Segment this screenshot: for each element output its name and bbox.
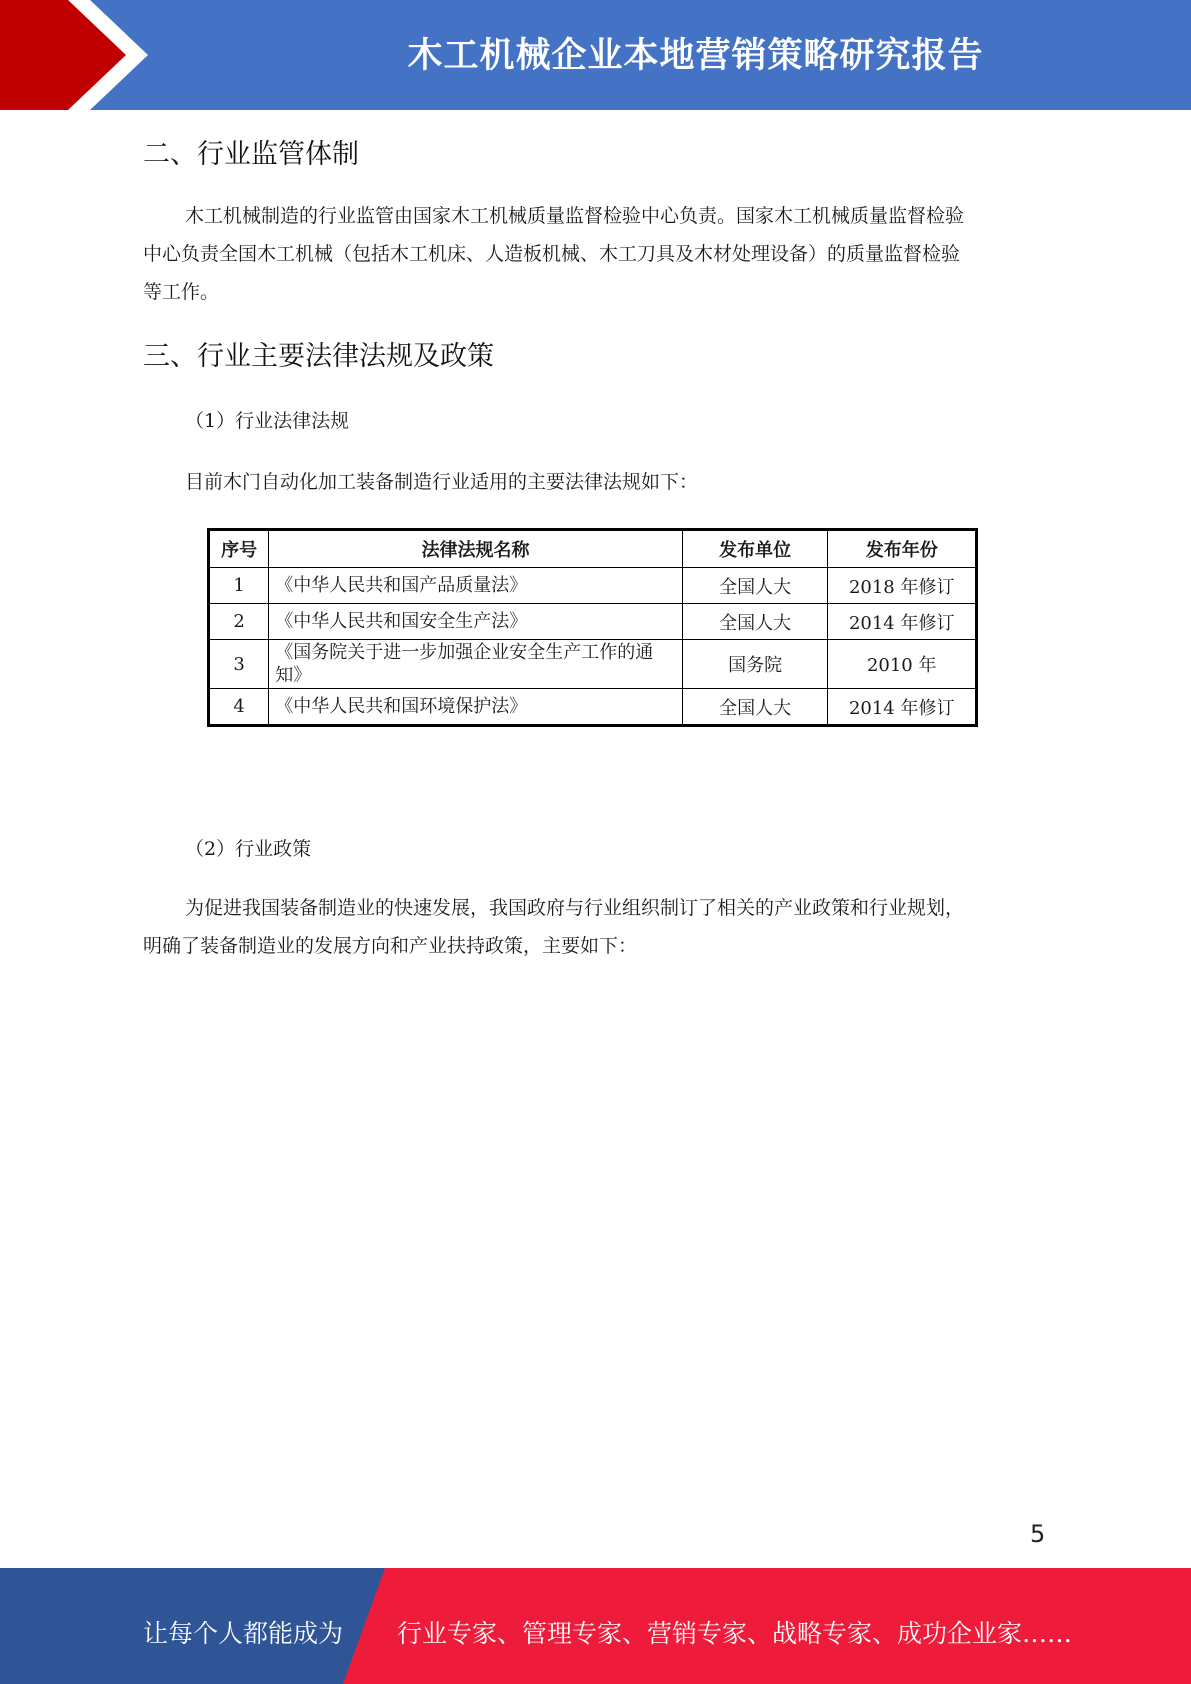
cell-issuer: 全国人大 [682, 568, 828, 604]
table-row [209, 568, 977, 604]
table-row [209, 640, 977, 689]
paragraph-line: 木工机械制造的行业监管由国家木工机械质量监督检验中心负责。国家木工机械质量监督检验 [185, 205, 965, 227]
report-title: 木工机械企业本地营销策略研究报告 [407, 36, 984, 76]
paragraph-line: 中心负责全国木工机械（包括木工机床、人造板机械、木工刀具及木材处理设备）的质量监督检验 [143, 243, 961, 265]
cell-issuer: 全国人大 [682, 604, 828, 640]
column-header-issuer: 发布单位 [682, 530, 828, 568]
cell-law-name: 《国务院关于进一步加强企业安全生产工作的通知》 [269, 640, 683, 689]
cell-law-name: 《中华人民共和国环境保护法》 [269, 689, 683, 726]
table-header-row [209, 530, 977, 568]
cell-number: 3 [209, 640, 269, 689]
section-heading-laws-policies: 三、行业主要法律法规及政策 [143, 341, 494, 372]
header-chevron-decoration [0, 0, 200, 110]
column-header-number: 序号 [209, 530, 269, 568]
page-number: 5 [1030, 1520, 1046, 1548]
page-footer [0, 1568, 1191, 1684]
cell-law-name: 《中华人民共和国产品质量法》 [269, 568, 683, 604]
subheading-laws: （1）行业法律法规 [185, 410, 350, 432]
cell-issuer: 全国人大 [682, 689, 828, 726]
cell-number: 1 [209, 568, 269, 604]
cell-number: 2 [209, 604, 269, 640]
regulation-paragraph [143, 197, 1048, 311]
cell-year: 2014 年修订 [828, 689, 977, 726]
section-heading-regulation: 二、行业监管体制 [143, 139, 359, 170]
footer-slogan-right: 行业专家、管理专家、营销专家、战略专家、成功企业家…… [397, 1619, 1073, 1648]
cell-law-name: 《中华人民共和国安全生产法》 [269, 604, 683, 640]
cell-year: 2010 年 [828, 640, 977, 689]
cell-number: 4 [209, 689, 269, 726]
subheading-policies: （2）行业政策 [185, 838, 312, 860]
policy-paragraph [143, 889, 1048, 965]
paragraph-line: 为促进我国装备制造业的快速发展，我国政府与行业组织制订了相关的产业政策和行业规划， [185, 897, 965, 919]
laws-intro-text: 目前木门自动化加工装备制造行业适用的主要法律法规如下： [185, 471, 699, 493]
cell-year: 2018 年修订 [828, 568, 977, 604]
table-row [209, 689, 977, 726]
page-header [0, 0, 1191, 110]
cell-year: 2014 年修订 [828, 604, 977, 640]
paragraph-line: 明确了装备制造业的发展方向和产业扶持政策，主要如下： [143, 935, 638, 957]
footer-slogan-left: 让每个人都能成为 [143, 1619, 344, 1648]
cell-issuer: 国务院 [682, 640, 828, 689]
column-header-name: 法律法规名称 [269, 530, 683, 568]
paragraph-line: 等工作。 [143, 281, 220, 303]
column-header-year: 发布年份 [828, 530, 977, 568]
laws-table [207, 528, 978, 727]
table-row [209, 604, 977, 640]
